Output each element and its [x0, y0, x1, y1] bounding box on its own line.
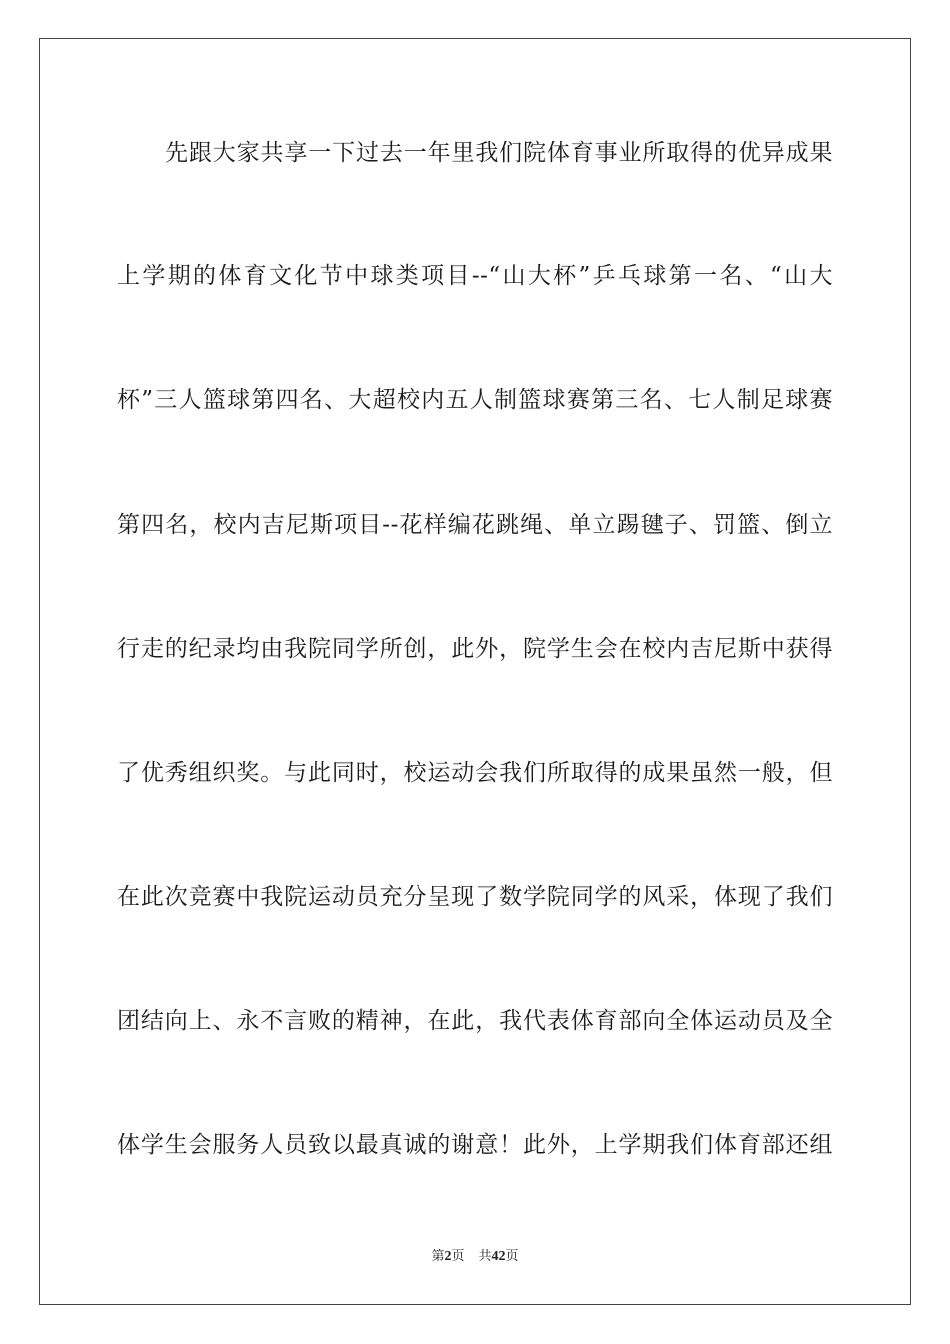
paragraph-line-8: 团结向上、永不言败的精神，在此，我代表体育部向全体运动员及全 — [117, 1008, 833, 1034]
paragraph-line-1: 先跟大家共享一下过去一年里我们院体育事业所取得的优异成果 — [165, 140, 833, 166]
total-label-prefix: 共 — [478, 1249, 492, 1264]
page-label-suffix: 页 — [451, 1249, 465, 1264]
page-label-prefix: 第 — [431, 1249, 445, 1264]
total-pages: 42 — [491, 1249, 506, 1264]
paragraph-line-2: 上学期的体育文化节中球类项目--“山大杯”乒乓球第一名、“山大 — [117, 263, 833, 289]
paragraph-line-6: 了优秀组织奖。与此同时，校运动会我们所取得的成果虽然一般，但 — [117, 760, 833, 786]
paragraph-line-4: 第四名，校内吉尼斯项目--花样编花跳绳、单立踢毽子、罚篮、倒立 — [117, 512, 833, 538]
paragraph-line-5: 行走的纪录均由我院同学所创，此外，院学生会在校内吉尼斯中获得 — [117, 636, 833, 662]
paragraph-line-9: 体学生会服务人员致以最真诚的谢意！此外，上学期我们体育部还组 — [117, 1132, 833, 1158]
page-border — [39, 38, 911, 1305]
page-footer — [0, 1248, 950, 1266]
page-number: 2 — [444, 1249, 452, 1264]
paragraph-line-7: 在此次竞赛中我院运动员充分呈现了数学院同学的风采，体现了我们 — [117, 884, 833, 910]
paragraph-line-3: 杯”三人篮球第四名、大超校内五人制篮球赛第三名、七人制足球赛 — [117, 387, 833, 413]
total-label-suffix: 页 — [505, 1249, 519, 1264]
